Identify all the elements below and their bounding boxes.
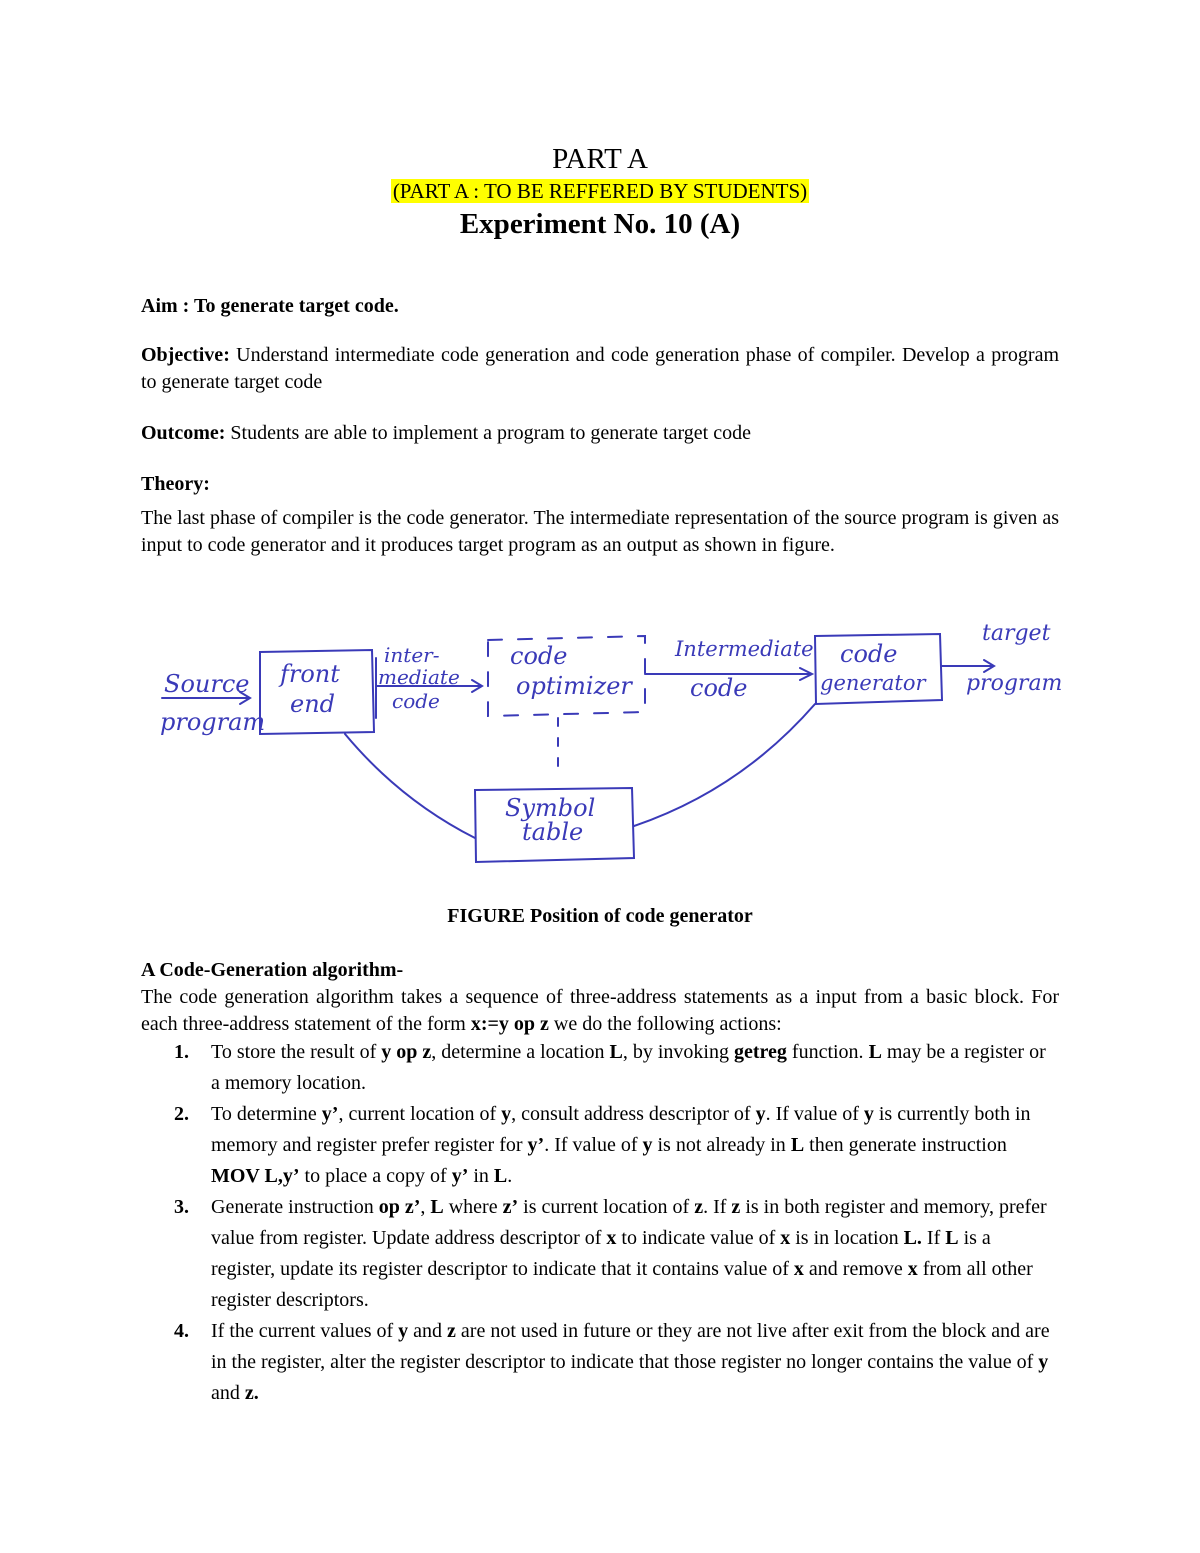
step-text: and — [211, 1382, 245, 1404]
figure-caption: FIGURE Position of code generator — [447, 905, 753, 927]
step-text: , — [420, 1196, 431, 1218]
target-label: target — [982, 621, 1051, 646]
objective-label: Objective: — [141, 344, 230, 366]
step-term: y’ — [321, 1103, 339, 1125]
step-text: and — [408, 1320, 448, 1342]
step-text: If the current values of — [211, 1320, 399, 1342]
objective-paragraph — [141, 342, 1059, 396]
step-text: If — [921, 1227, 946, 1249]
highlighted-subtitle: (PART A : TO BE REFFERED BY STUDENTS) — [392, 179, 808, 203]
step-term: x — [606, 1227, 617, 1249]
step-text: from all other register descriptors. — [211, 1258, 1033, 1311]
step-term: op z’ — [378, 1196, 421, 1218]
step-term: z — [447, 1320, 456, 1342]
step-term: z’ — [502, 1196, 519, 1218]
code-label-2: code — [690, 674, 748, 702]
step-text: . — [507, 1165, 513, 1187]
step-number: 4. — [174, 1320, 189, 1342]
symbol-label: Symbol — [505, 794, 596, 822]
step-text: then generate instruction — [804, 1134, 1007, 1156]
step-term: L — [493, 1165, 508, 1187]
step-term: z. — [244, 1382, 259, 1404]
step-term: x — [907, 1258, 918, 1280]
aim-paragraph — [141, 293, 1059, 320]
step-text: Generate instruction — [211, 1196, 379, 1218]
code-label-1: code — [392, 689, 440, 713]
intro-statement: x:=y op z — [470, 1013, 549, 1035]
generator-symbol-link — [634, 704, 815, 826]
step-text: and remove — [803, 1258, 908, 1280]
step-term: y — [1038, 1351, 1049, 1373]
step-text: are not used in future or they are not live after exit from the block and are in the register, alter the register descriptor to indicate that those register no longer contains the value of — [211, 1320, 1050, 1373]
aim-text: To generate target code. — [193, 295, 399, 317]
step-text: is currently both in memory and register prefer register for — [211, 1103, 1031, 1156]
step-text: is in location — [790, 1227, 904, 1249]
intro-tail: we do the following actions: — [548, 1013, 782, 1035]
step-text: is in both register and memory, prefer value from register. Update address descriptor of — [211, 1196, 1047, 1249]
step-text: may be a register or a memory location. — [211, 1041, 1046, 1094]
opt-code-label: code — [510, 642, 568, 670]
code-generator-diagram — [140, 600, 1080, 880]
step-number: 1. — [174, 1041, 189, 1063]
step-text: . If value of — [765, 1103, 864, 1125]
step-term: L — [868, 1041, 882, 1063]
step-term: y — [755, 1103, 766, 1125]
theory-heading: Theory: — [141, 473, 210, 495]
program-label: program — [160, 708, 266, 736]
step-term: L — [609, 1041, 623, 1063]
optimizer-label: optimizer — [516, 672, 632, 700]
step-term: L. — [903, 1227, 922, 1249]
step-term: z — [731, 1196, 741, 1218]
algorithm-steps — [141, 1037, 1059, 1409]
step-text: , consult address descriptor of — [511, 1103, 756, 1125]
mediate-label: mediate — [378, 665, 460, 689]
table-label: table — [522, 818, 584, 846]
target-program-label: program — [966, 671, 1063, 696]
experiment-title: Experiment No. 10 (A) — [459, 208, 741, 240]
step-term: L — [945, 1227, 959, 1249]
step-text: . If value of — [544, 1134, 643, 1156]
step-text: , current location of — [338, 1103, 502, 1125]
step-term: x — [793, 1258, 804, 1280]
step-text: To determine — [211, 1103, 322, 1125]
algorithm-intro — [141, 984, 1059, 1038]
objective-text: Understand intermediate code generation and code generation phase of compiler. Develop a program to generate target code — [141, 344, 1059, 393]
algorithm-step — [141, 1316, 1059, 1409]
step-term: x — [780, 1227, 791, 1249]
step-text: where — [443, 1196, 503, 1218]
aim-label: Aim : — [141, 295, 194, 317]
step-term: MOV L,y’ — [211, 1165, 300, 1187]
step-text: is current location of — [518, 1196, 695, 1218]
step-text: , determine a location — [431, 1041, 610, 1063]
step-term: L — [430, 1196, 444, 1218]
outcome-text: Students are able to implement a program to generate target code — [225, 422, 751, 444]
step-text: , by invoking — [622, 1041, 734, 1063]
algorithm-step — [141, 1099, 1059, 1192]
step-term: y’ — [451, 1165, 469, 1187]
step-text: is a register, update its register descriptor to indicate that it contains value of — [211, 1227, 991, 1280]
step-text: is not already in — [652, 1134, 791, 1156]
step-text: To store the result of — [211, 1041, 382, 1063]
step-term: y op z — [381, 1041, 432, 1063]
front-label: front — [280, 660, 340, 688]
step-text: to place a copy of — [299, 1165, 452, 1187]
step-number: 3. — [174, 1196, 189, 1218]
part-heading: PART A — [552, 143, 648, 175]
end-label: end — [290, 690, 336, 718]
step-number: 2. — [174, 1103, 189, 1125]
step-text: in — [468, 1165, 494, 1187]
step-term: y — [863, 1103, 874, 1125]
inter-label: inter- — [384, 643, 440, 667]
algorithm-step — [141, 1192, 1059, 1316]
step-text: to indicate value of — [616, 1227, 781, 1249]
generator-label: generator — [820, 671, 926, 695]
outcome-paragraph — [141, 420, 1059, 447]
step-term: z — [694, 1196, 704, 1218]
step-text: . If — [703, 1196, 732, 1218]
step-term: y — [398, 1320, 409, 1342]
outcome-label: Outcome: — [141, 422, 226, 444]
step-term: y — [501, 1103, 512, 1125]
step-term: L — [790, 1134, 805, 1156]
theory-text: The last phase of compiler is the code generator. The intermediate representation of the source program is given as input to code generator and it produces target program as an output as shown in figure. — [141, 507, 1059, 556]
algorithm-step — [141, 1037, 1059, 1099]
intro-text: The code generation algorithm takes a sequence of three-address statements as a input from a basic block. For each three-address statement of the form — [141, 986, 1059, 1035]
front-symbol-link — [345, 734, 475, 838]
algorithm-heading: A Code-Generation algorithm- — [141, 959, 404, 981]
source-label: Source — [164, 670, 250, 698]
step-term: getreg — [733, 1041, 787, 1063]
step-term: y — [642, 1134, 653, 1156]
intermediate-label: Intermediate — [675, 637, 814, 661]
step-text: function. — [786, 1041, 869, 1063]
gen-code-label: code — [840, 640, 898, 668]
diagram-svg — [140, 600, 1080, 880]
part-subtitle — [0, 177, 1200, 205]
step-term: y’ — [527, 1134, 545, 1156]
